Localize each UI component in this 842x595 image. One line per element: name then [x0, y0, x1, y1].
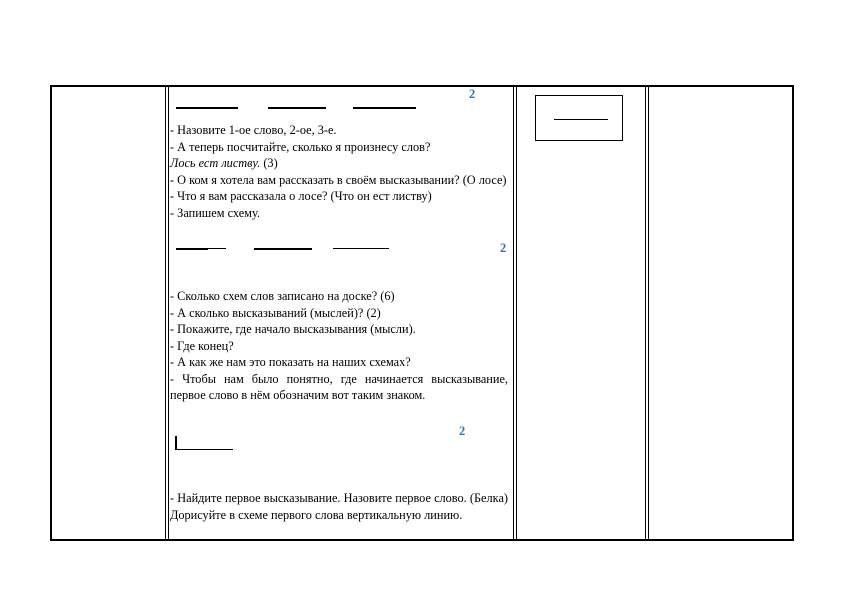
sentence-count-number: 2	[500, 241, 507, 255]
dialogue-line	[170, 155, 508, 172]
word-scheme-dash	[333, 248, 389, 249]
sentence-count-number: 2	[459, 424, 466, 438]
word-scheme-dash	[254, 248, 312, 250]
column-divider	[168, 87, 169, 539]
sentence-start-sign	[175, 436, 233, 450]
sentence-count-number: 2	[469, 87, 476, 101]
column-divider	[516, 87, 517, 539]
example-count: (3)	[260, 156, 278, 170]
dialogue-line: - Сколько схем слов записано на доске? (6)	[170, 289, 395, 303]
dialogue-line: - А как же нам это показать на наших схемах?	[170, 355, 411, 369]
column-divider	[645, 87, 646, 539]
dialogue-line: - Найдите первое высказывание. Назовите первое слово. (Белка) Дорисуйте в схеме первого слова вертикальную линию.	[170, 491, 508, 522]
column-divider	[165, 87, 166, 539]
dialogue-block-3	[170, 490, 508, 523]
word-scheme-dash	[208, 248, 226, 249]
word-scheme-dash	[353, 107, 416, 109]
dialogue-line: - Покажите, где начало высказывания (мысли).	[170, 322, 416, 336]
dialogue-line: - А теперь посчитайте, сколько я произнесу слов?	[170, 139, 431, 154]
dialogue-line: - Чтобы нам было понятно, где начинается высказывание, первое слово в нём обозначим вот таким знаком.	[170, 371, 508, 402]
dialogue-line: - А сколько высказываний (мыслей)? (2)	[170, 305, 381, 320]
column-divider	[648, 87, 649, 539]
board-scheme-box	[535, 95, 623, 141]
word-scheme-dash	[176, 248, 208, 250]
word-scheme-dash	[268, 107, 326, 109]
sign-horizontal-line	[175, 449, 233, 450]
dialogue-block-1	[170, 122, 508, 221]
dialogue-line: - О ком я хотела вам рассказать в своём высказывании? (О лосе)	[170, 172, 507, 187]
dialogue-line: - Запишем схему.	[170, 205, 260, 220]
dialogue-block-2	[170, 288, 508, 404]
dialogue-line: - Что я вам рассказала о лосе? (Что он ест листву)	[170, 189, 432, 203]
dialogue-line: - Назовите 1-ое слово, 2-ое, 3-е.	[170, 123, 337, 137]
word-scheme-dash	[554, 119, 608, 120]
dialogue-line: - Где конец?	[170, 338, 234, 353]
word-scheme-dash	[176, 107, 238, 109]
example-sentence: Лось ест листву.	[170, 156, 261, 170]
column-divider	[513, 87, 514, 539]
